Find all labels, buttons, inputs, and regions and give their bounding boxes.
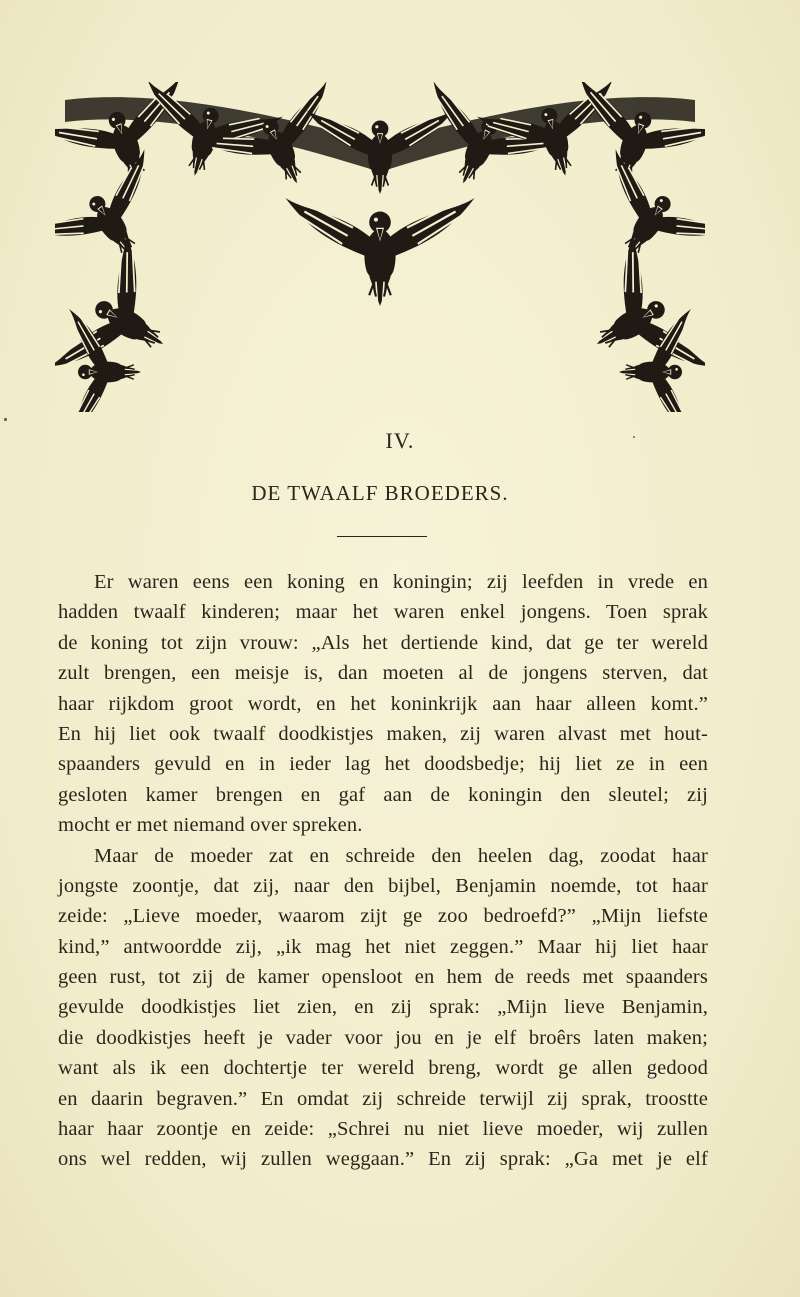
text-line: mocht er met niemand over spreken.	[58, 814, 363, 837]
story-text	[58, 567, 708, 1175]
text-line: kind,” antwoordde zij, „ik mag het niet zeggen.” Maar hij liet haar	[58, 935, 708, 958]
paper-speck	[4, 418, 7, 421]
text-line: En hij liet ook twaalf doodkistjes maken, zij waren alvast met hout-	[58, 722, 708, 745]
text-line: want als ik een dochtertje ter wereld breng, wordt ge allen gedood	[58, 1057, 708, 1080]
text-line: geen rust, tot zij de kamer opensloot en hem de reeds met spaanders	[58, 966, 708, 989]
paper-speck	[633, 436, 635, 438]
text-line: haar haar zoontje en zeide: „Schrei nu niet lieve moeder, wij zullen	[58, 1118, 708, 1141]
text-line: haar rijkdom groot wordt, en het koninkrijk aan haar alleen komt.”	[58, 692, 708, 715]
text-line: Er waren eens een koning en koningin; zij leefden in vrede en	[94, 571, 708, 593]
chapter-title: DE TWAALF BROEDERS.	[251, 481, 509, 505]
text-line: en daarin begraven.” En omdat zij schreide terwijl zij sprak, troostte	[58, 1087, 708, 1110]
text-line: hadden twaalf kinderen; maar het waren enkel jongens. Toen sprak	[58, 601, 708, 624]
text-line: zeide: „Lieve moeder, waarom zijt ge zoo bedroefd?” „Mijn liefste	[58, 905, 708, 928]
title-divider	[337, 536, 427, 537]
text-line: die doodkistjes heeft je vader voor jou en je elf broêrs laten maken;	[58, 1026, 708, 1049]
chapter-number: IV.	[385, 428, 415, 453]
text-line: gesloten kamer brengen en gaf aan de koningin den sleutel; zij	[58, 783, 708, 806]
text-line: gevulde doodkistjes liet zien, en zij sprak: „Mijn lieve Benjamin,	[58, 996, 708, 1019]
text-line: spaanders gevuld en in ieder lag het doodsbedje; hij liet ze in een	[58, 753, 708, 776]
raven-arch-woodcut-icon	[55, 82, 705, 412]
text-line: jongste zoontje, dat zij, naar den bijbel, Benjamin noemde, tot haar	[58, 874, 708, 897]
text-line: ons wel redden, wij zullen weggaan.” En zij sprak: „Ga met je elf	[58, 1148, 708, 1171]
text-line: de koning tot zijn vrouw: „Als het dertiende kind, dat ge ter wereld	[58, 631, 708, 654]
text-line: zult brengen, een meisje is, dan moeten al de jongens sterven, dat	[58, 662, 708, 685]
text-line: Maar de moeder zat en schreide den heelen dag, zoodat haar	[94, 844, 708, 867]
